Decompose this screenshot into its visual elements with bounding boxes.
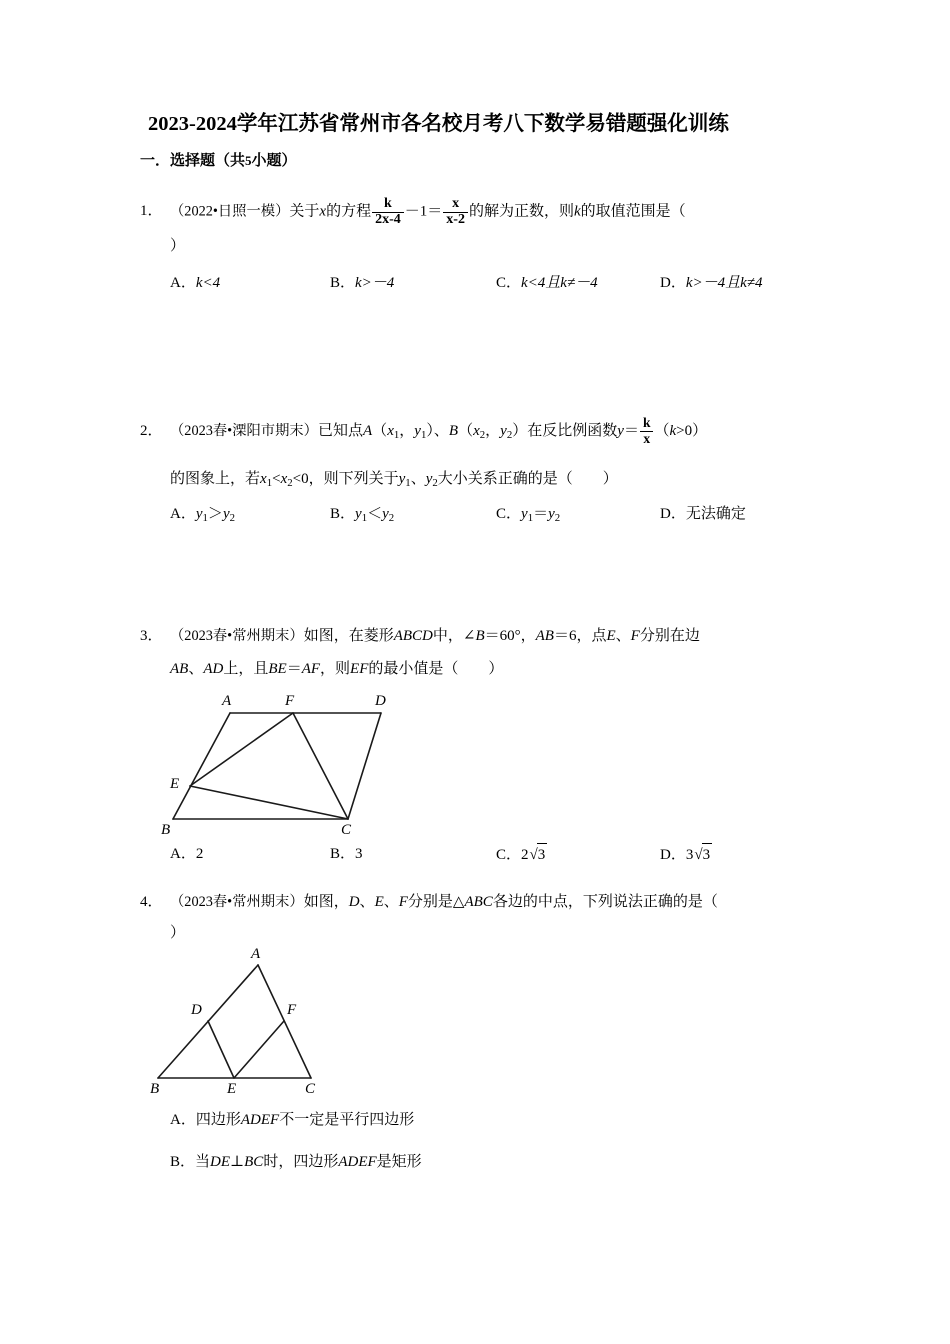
section-heading-count: 5 — [245, 152, 252, 168]
option-text — [686, 847, 712, 863]
question-2-option-c[interactable] — [496, 503, 560, 527]
question-1-number: 1． — [140, 203, 163, 220]
option-letter: D． — [660, 846, 686, 863]
option-letter: C． — [496, 506, 522, 523]
option-letter: A． — [170, 275, 196, 292]
option-text: $y_1=y_2$ — [521, 506, 561, 525]
triangle-midsegment-diagram-svg — [148, 951, 448, 1099]
option-text: k>－4 — [355, 275, 395, 292]
question-1-stem-line-1 — [140, 196, 820, 227]
question-1-option-c[interactable] — [496, 272, 598, 295]
section-heading — [140, 152, 820, 172]
question-2-equals: ＝ — [623, 423, 639, 440]
option-text — [521, 847, 547, 863]
triangle-label-B: B — [150, 1081, 160, 1098]
option-text: 四边形ADEF不一定是平行四边形 — [195, 1112, 415, 1129]
spacer-after-question-1 — [148, 298, 820, 416]
question-4-option-b[interactable] — [170, 1151, 820, 1174]
question-2-point-B: B — [448, 423, 459, 440]
question-2-var-y: y — [617, 423, 624, 440]
option-text: k<4且k≠－4 — [521, 275, 598, 292]
question-1-minus-one: －1＝ — [404, 203, 443, 220]
sqrt-radicand: 3 — [537, 843, 548, 867]
question-2-point-A: A — [363, 423, 373, 440]
fraction-numerator: x — [443, 197, 468, 213]
question-1-text-d: 的取值范围是（ — [580, 203, 686, 220]
fraction-denominator: x-2 — [446, 211, 465, 227]
question-4-stem-line-1 — [140, 891, 820, 914]
triangle-label-E: E — [227, 1081, 237, 1098]
question-1-stem-line-2 — [148, 235, 820, 258]
question-4-options — [148, 1109, 820, 1174]
rhombus-diagram-svg — [148, 691, 468, 841]
question-1-text-a: 关于 — [289, 203, 320, 220]
option-letter: B． — [170, 1153, 196, 1170]
fraction-denominator: x — [643, 430, 651, 446]
question-1 — [140, 196, 820, 298]
question-3-option-d[interactable] — [660, 843, 712, 867]
question-3 — [140, 625, 820, 869]
question-3-number: 3． — [140, 628, 163, 645]
segment-EF — [234, 1021, 284, 1078]
option-text: k>－4且k≠4 — [685, 275, 763, 292]
triangle-label-F: F — [287, 1002, 297, 1019]
question-2-source: （2023春•溧阳市期末） — [170, 423, 318, 440]
option-letter: C． — [496, 275, 522, 292]
question-1-option-a[interactable] — [170, 272, 220, 295]
segment-FC — [293, 713, 348, 819]
option-text: $y_1>y_2$ — [195, 506, 236, 525]
question-1-var-k: k — [573, 203, 581, 220]
question-3-option-a[interactable] — [170, 843, 203, 866]
question-2-text-b: 在反比例函数 — [527, 423, 618, 440]
document-content — [140, 112, 820, 1174]
option-letter: A． — [170, 1112, 196, 1129]
triangle-label-A: A — [251, 946, 261, 963]
option-text: 3 — [355, 845, 363, 862]
question-2-option-d[interactable] — [660, 503, 746, 526]
question-3-option-b[interactable] — [330, 843, 363, 866]
question-1-fraction-2 — [443, 197, 468, 227]
spacer-after-question-2 — [148, 529, 820, 625]
rhombus-label-C: C — [341, 821, 352, 838]
question-4-stem-line-2 — [148, 922, 820, 945]
sqrt-icon: √3 — [693, 843, 712, 867]
segment-BA — [173, 713, 230, 819]
question-2-separator: 、 — [433, 423, 449, 440]
question-1-source: （2022•日照一模） — [170, 203, 290, 220]
fraction-numerator: k — [372, 197, 404, 213]
fraction-denominator: 2x-4 — [375, 211, 401, 227]
question-2-stem-line-2 — [148, 468, 820, 492]
option-text: 无法确定 — [685, 506, 746, 523]
question-1-fraction-1 — [372, 197, 404, 227]
question-1-options — [148, 272, 820, 298]
question-2-text-a: 已知点 — [317, 423, 363, 440]
option-text: $y_1<y_2$ — [355, 506, 395, 525]
question-3-options — [148, 843, 820, 869]
question-4-number: 4． — [140, 893, 163, 910]
question-1-text-c: 的解为正数，则 — [468, 203, 574, 220]
rhombus-label-B: B — [161, 821, 171, 838]
option-letter: D． — [660, 275, 686, 292]
question-2-number: 2． — [140, 423, 163, 440]
rhombus-label-D: D — [375, 692, 386, 709]
option-text: 当DE⊥BC时，四边形ADEF是矩形 — [195, 1153, 422, 1170]
question-2-point-B-args: （$x_2$，$y_2$） — [458, 423, 528, 442]
question-4-close-paren: ） — [170, 925, 186, 942]
question-1-var-x: x — [319, 203, 327, 220]
question-4-text-a: 如图，D、E、F分别是△ABC各边的中点，下列说法正确的是（ — [303, 893, 718, 910]
option-text: 2 — [195, 845, 204, 862]
triangle-label-D: D — [191, 1002, 202, 1019]
question-1-option-d[interactable] — [660, 272, 763, 295]
segment-DC — [348, 713, 381, 819]
question-3-figure — [148, 691, 820, 841]
option-letter: D． — [660, 506, 686, 523]
question-3-option-c[interactable] — [496, 843, 547, 867]
rhombus-label-E: E — [170, 775, 180, 792]
question-3-source: （2023春•常州期末） — [170, 628, 304, 645]
question-4-option-a[interactable] — [170, 1109, 820, 1132]
question-1-option-b[interactable] — [330, 272, 394, 295]
rhombus-label-F: F — [285, 692, 295, 709]
sqrt-coefficient: 2 — [521, 846, 529, 863]
question-2 — [140, 415, 820, 529]
sqrt-icon: √3 — [529, 843, 548, 867]
question-1-text-b: 的方程 — [326, 203, 372, 220]
question-2-fraction — [640, 416, 654, 445]
option-letter: C． — [496, 846, 522, 863]
segment-EF — [190, 713, 293, 786]
triangle-label-C: C — [305, 1081, 316, 1098]
sqrt-radicand: 3 — [702, 843, 713, 867]
question-2-option-a[interactable] — [170, 503, 235, 527]
option-letter: A． — [170, 506, 196, 523]
question-3-text-b: AB、AD上，且BE＝AF，则EF的最小值是（ ） — [170, 660, 504, 677]
sqrt-coefficient: 3 — [685, 846, 694, 863]
option-text: k<4 — [195, 275, 221, 292]
question-2-point-A-args: （$x_1$，$y_1$） — [372, 423, 434, 442]
question-4 — [140, 891, 820, 1174]
option-letter: B． — [330, 845, 356, 862]
page-title: 2023-2024学年江苏省常州市各名校月考八下数学易错题强化训练 — [148, 113, 729, 135]
question-4-source: （2023春•常州期末） — [170, 893, 304, 910]
section-heading-prefix: 一．选择题（共 — [140, 152, 246, 169]
section-heading-suffix: 小题） — [251, 152, 297, 169]
option-letter: B． — [330, 506, 356, 523]
segment-DE — [208, 1021, 234, 1078]
question-1-close-paren: ） — [170, 238, 186, 255]
option-letter: B． — [330, 275, 356, 292]
fraction-numerator: k — [640, 416, 654, 431]
question-3-text-a: 如图，在菱形ABCD中，∠B＝60°，AB＝6，点E、F分别在边 — [303, 628, 700, 645]
question-4-figure — [148, 946, 820, 1099]
question-2-text-c: 的图象上，若$x_1<x_2<0$，则下列关于$y_1$、$y_2$大小关系正确的是（ ） — [170, 470, 618, 489]
question-3-stem-line-2 — [148, 658, 820, 681]
question-2-condition: （k>0） — [654, 423, 708, 440]
rhombus-label-A: A — [222, 692, 232, 709]
question-2-option-b[interactable] — [330, 503, 394, 527]
option-letter: A． — [170, 845, 196, 862]
segment-EC — [190, 786, 348, 819]
question-3-stem-line-1 — [140, 625, 820, 648]
question-2-stem-line-1 — [140, 415, 820, 446]
question-2-options — [148, 503, 820, 529]
